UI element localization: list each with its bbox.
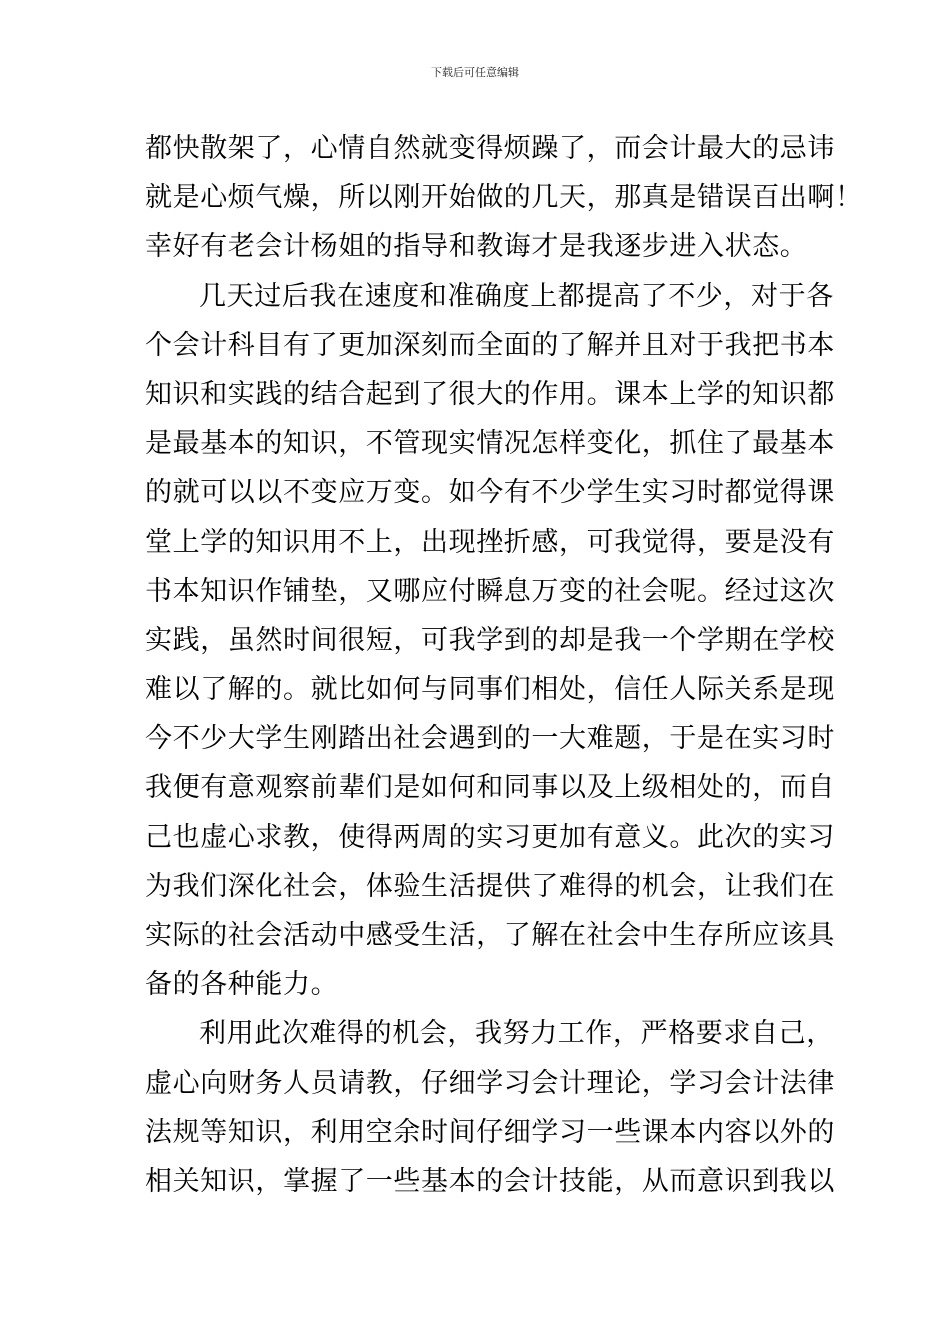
text-line: 难以了解的。就比如何与同事们相处，信任人际关系是现 bbox=[145, 674, 835, 706]
paragraph-first-line: 利用此次难得的机会，我努力工作，严格要求自己， bbox=[199, 1018, 834, 1050]
text-line: 实际的社会活动中感受生活，了解在社会中生存所应该具 bbox=[145, 920, 835, 951]
text-line: 法规等知识，利用空余时间仔细学习一些课本内容以外的 bbox=[145, 1116, 835, 1148]
text-line: 为我们深化社会，体验生活提供了难得的机会，让我们在 bbox=[145, 870, 835, 902]
text-line: 虚心向财务人员请教，仔细学习会计理论，学习会计法律 bbox=[145, 1067, 835, 1099]
body-text bbox=[145, 124, 863, 1206]
text-line: 书本知识作铺垫，又哪应付瞬息万变的社会呢。经过这次 bbox=[145, 575, 835, 607]
text-line: 知识和实践的结合起到了很大的作用。课本上学的知识都 bbox=[145, 378, 835, 410]
text-line: 堂上学的知识用不上，出现挫折感，可我觉得，要是没有 bbox=[145, 526, 835, 558]
text-line: 实践，虽然时间很短，可我学到的却是我一个学期在学校 bbox=[145, 624, 835, 656]
text-line: 备的各种能力。 bbox=[145, 969, 339, 1001]
text-line: 幸好有老会计杨姐的指导和教诲才是我逐步进入状态。 bbox=[145, 231, 808, 263]
text-line: 个会计科目有了更加深刻而全面的了解并且对于我把书本 bbox=[145, 329, 835, 361]
text-line: 是最基本的知识，不管现实情况怎样变化，抓住了最基本 bbox=[145, 428, 835, 460]
text-line: 就是心烦气燥，所以刚开始做的几天，那真是错误百出啊！ bbox=[145, 182, 863, 214]
text-line: 的就可以以不变应万变。如今有不少学生实习时都觉得课 bbox=[145, 477, 835, 509]
text-line: 都快散架了，心情自然就变得烦躁了，而会计最大的忌讳 bbox=[145, 133, 835, 164]
paragraph-first-line: 几天过后我在速度和准确度上都提高了不少，对于各 bbox=[199, 280, 834, 312]
text-line: 今不少大学生刚踏出社会遇到的一大难题，于是在实习时 bbox=[145, 723, 835, 755]
text-line: 己也虚心求教，使得两周的实习更加有意义。此次的实习 bbox=[145, 821, 835, 853]
text-line: 相关知识，掌握了一些基本的会计技能，从而意识到我以 bbox=[145, 1165, 835, 1197]
page-header: 下载后可任意编辑 bbox=[431, 66, 519, 79]
text-line: 我便有意观察前辈们是如何和同事以及上级相处的，而自 bbox=[145, 772, 835, 804]
